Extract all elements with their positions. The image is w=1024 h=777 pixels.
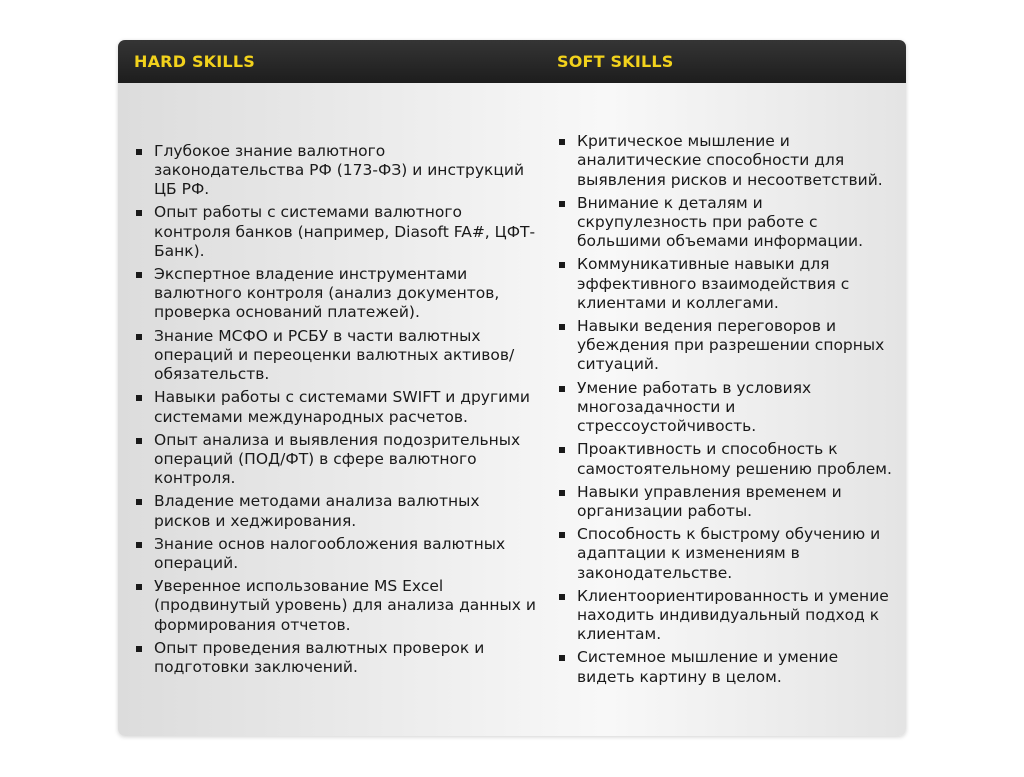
list-item-text: Навыки работы с системами SWIFT и другими системами международных расчетов. xyxy=(154,388,530,426)
list-item xyxy=(136,431,536,489)
list-item xyxy=(559,255,895,313)
list-item-text: Знание МСФО и РСБУ в части валютных операций и переоценки валютных активов/обязательств. xyxy=(154,326,515,384)
bullet-icon xyxy=(559,594,565,600)
soft-skills-column xyxy=(559,83,895,736)
soft-skills-title: SOFT SKILLS xyxy=(557,52,674,71)
list-item-text: Знание основ налогообложения валютных операций. xyxy=(154,534,506,572)
list-item-text: Критическое мышление и аналитические способности для выявления рисков и несоответствий. xyxy=(577,132,883,189)
list-item-text: Навыки ведения переговоров и убеждения при разрешении спорных ситуаций. xyxy=(577,317,885,374)
bullet-icon xyxy=(559,490,565,496)
list-item xyxy=(559,648,895,686)
hard-skills-title: HARD SKILLS xyxy=(134,52,255,71)
list-item xyxy=(559,379,895,437)
list-item-text: Внимание к деталям и скрупулезность при работе с большими объемами информации. xyxy=(577,193,864,251)
bullet-icon xyxy=(559,201,565,207)
list-item xyxy=(559,483,895,521)
bullet-icon xyxy=(136,499,142,505)
list-item-text: Коммуникативные навыки для эффективного взаимодействия с клиентами и коллегами. xyxy=(577,255,850,312)
bullet-icon xyxy=(559,447,565,453)
list-item xyxy=(136,639,536,677)
bullet-icon xyxy=(136,272,142,278)
hard-skills-list xyxy=(136,142,536,677)
list-item-text: Экспертное владение инструментами валютного контроля (анализ документов, проверка оснований платежей). xyxy=(154,265,500,322)
bullet-icon xyxy=(136,646,142,652)
bullet-icon xyxy=(559,139,565,145)
list-item xyxy=(136,265,536,323)
list-item-text: Опыт проведения валютных проверок и подготовки заключений. xyxy=(154,638,485,676)
list-item-text: Опыт работы с системами валютного контроля банков (например, Diasoft FA#, ЦФТ-Банк). xyxy=(154,203,536,260)
bullet-icon xyxy=(136,438,142,444)
list-item xyxy=(136,327,536,385)
bullet-icon xyxy=(136,395,142,401)
bullet-icon xyxy=(136,334,142,340)
list-item-text: Клиентоориентированность и умение находить индивидуальный подход к клиентам. xyxy=(577,586,889,644)
list-item xyxy=(559,317,895,375)
list-item-text: Владение методами анализа валютных рисков и хеджирования. xyxy=(154,492,480,530)
list-item xyxy=(136,203,536,261)
list-item xyxy=(136,388,536,426)
bullet-icon xyxy=(136,210,142,216)
list-item-text: Глубокое знание валютного законодательства РФ (173-ФЗ) и инструкций ЦБ РФ. xyxy=(154,141,525,199)
list-item xyxy=(136,577,536,635)
list-item-text: Умение работать в условиях многозадачности и стрессоустойчивость. xyxy=(577,378,812,436)
skills-table xyxy=(118,40,906,736)
list-item-text: Проактивность и способность к самостоятельному решению проблем. xyxy=(577,440,892,478)
soft-skills-list xyxy=(559,132,895,686)
bullet-icon xyxy=(136,149,142,155)
hard-skills-column xyxy=(136,83,536,736)
list-item-text: Уверенное использование MS Excel (продвинутый уровень) для анализа данных и формирования отчетов. xyxy=(154,577,536,634)
list-item-text: Опыт анализа и выявления подозрительных операций (ПОД/ФТ) в сфере валютного контроля. xyxy=(154,430,521,488)
bullet-icon xyxy=(559,655,565,661)
bullet-icon xyxy=(559,386,565,392)
bullet-icon xyxy=(136,542,142,548)
bullet-icon xyxy=(559,532,565,538)
table-header xyxy=(118,40,906,83)
bullet-icon xyxy=(136,584,142,590)
list-item-text: Способность к быстрому обучению и адаптации к изменениям в законодательстве. xyxy=(577,525,881,582)
list-item xyxy=(559,440,895,478)
list-item xyxy=(559,525,895,583)
list-item xyxy=(136,142,536,200)
bullet-icon xyxy=(559,324,565,330)
list-item xyxy=(559,587,895,645)
list-item-text: Навыки управления временем и организации работы. xyxy=(577,482,842,520)
list-item xyxy=(136,535,536,573)
list-item xyxy=(136,492,536,530)
bullet-icon xyxy=(559,262,565,268)
list-item xyxy=(559,194,895,252)
list-item xyxy=(559,132,895,190)
list-item-text: Системное мышление и умение видеть картину в целом. xyxy=(577,648,839,686)
table-body xyxy=(118,83,906,736)
